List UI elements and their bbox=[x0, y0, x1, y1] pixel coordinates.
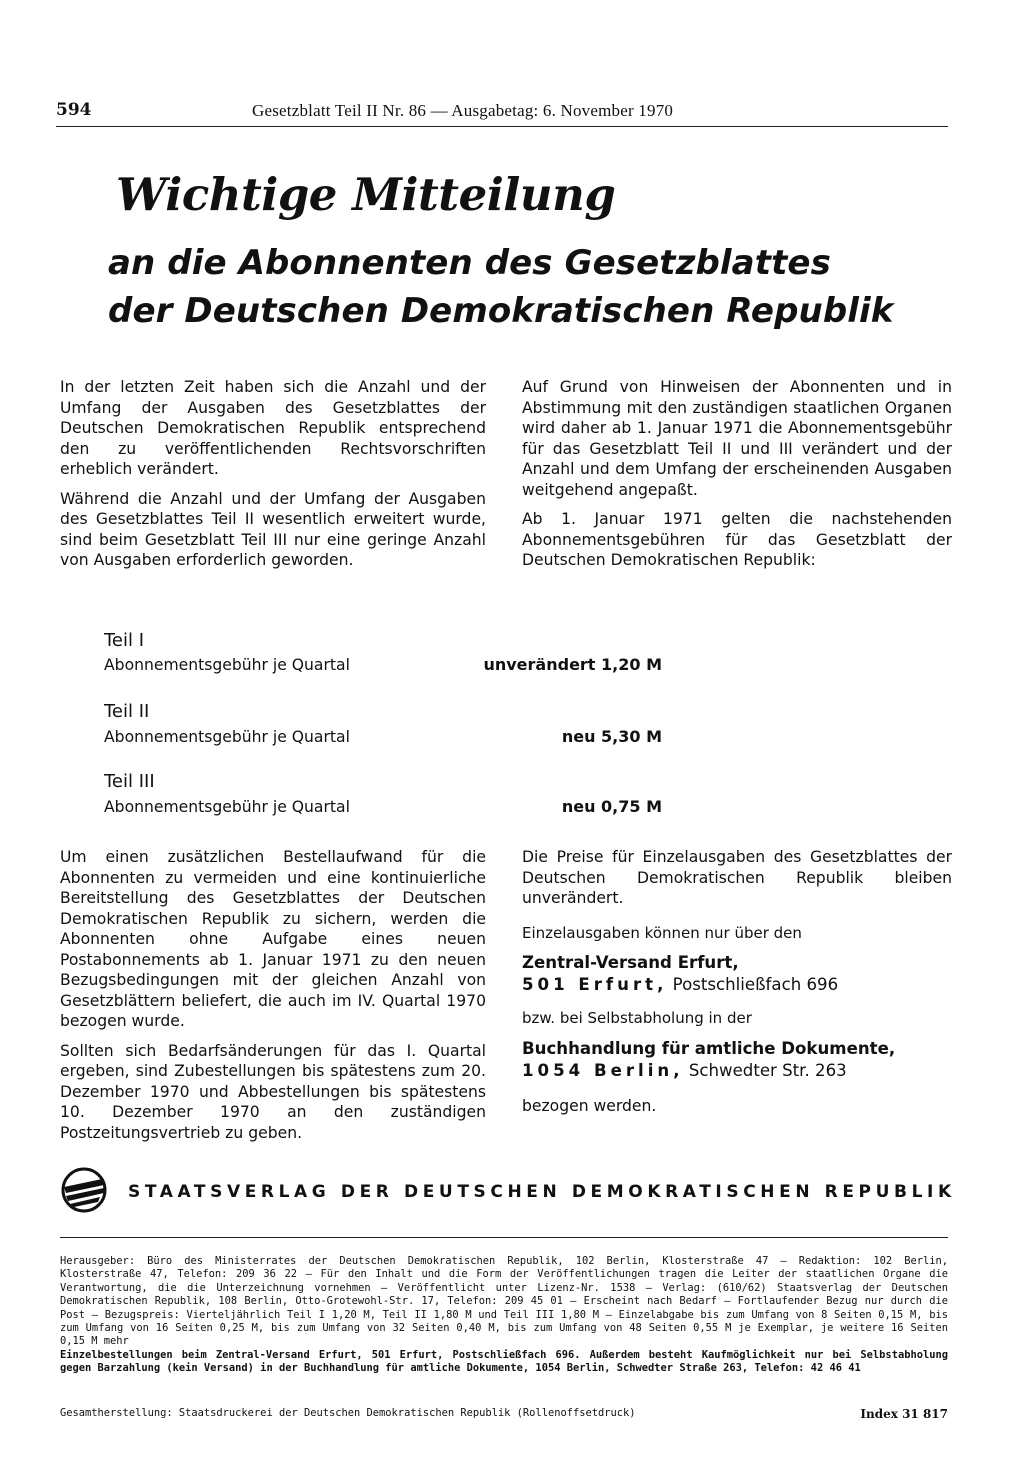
fee-label: Abonnementsgebühr je Quartal bbox=[104, 728, 350, 746]
paragraph: Auf Grund von Hinweisen der Abonnenten und in Abstimmung mit den zuständigen staatlichen Organen wird daher ab 1. Januar 1971 die Abonnementsgebühr für das Gesetzblatt Teil II und III verändert und der Anzahl und dem Umfang der erscheinenden Ausgaben weitgehend angepaßt. bbox=[522, 378, 952, 499]
paragraph: Während die Anzahl und der Umfang der Ausgaben des Gesetzblattes Teil II wesentlich erweitert wurde, sind beim Gesetzblatt Teil III nur eine geringe Anzahl von Ausgaben erforderlich geworden. bbox=[60, 489, 486, 569]
paragraph: Ab 1. Januar 1971 gelten die nachstehenden Abonnementsgebühren für das Gesetzblatt der Deutschen Demokratischen Republik: bbox=[522, 510, 952, 569]
berlin-city: 1054 Berlin, bbox=[522, 1060, 684, 1080]
paragraph: Um einen zusätzlichen Bestellaufwand für die Abonnenten zu vermeiden und eine kontinuierliche Bereitstellung des Gesetzblattes der Deutschen Demokratischen Republik zu sichern, werden die Abonnenten ohne Aufgabe eines neuen Postabonnements ab 1. Januar 1971 zu den neuen Bezugsbedingungen mit der gleichen Anzahl von Gesetzblättern beliefert, die auch im IV. Quartal 1970 bezogen wurde. bbox=[60, 848, 486, 1030]
fee-value: neu 5,30 M bbox=[561, 727, 662, 746]
imprint-footer bbox=[60, 1407, 948, 1419]
erfurt-address-line bbox=[522, 974, 952, 996]
divider bbox=[60, 1237, 948, 1238]
paragraph: Die Preise für Einzelausgaben des Gesetzblattes der Deutschen Demokratischen Republik bleiben unverändert. bbox=[522, 848, 952, 907]
intro-left-column bbox=[60, 377, 486, 580]
publisher-name: STAATSVERLAG DER DEUTSCHEN DEMOKRATISCHEN REPUBLIK bbox=[128, 1182, 956, 1202]
title-subline-2: der Deutschen Demokratischen Republik bbox=[108, 291, 894, 331]
title-heading: Wichtige Mitteilung bbox=[116, 168, 616, 221]
berlin-address-name: Buchhandlung für amtliche Dokumente, bbox=[522, 1038, 896, 1058]
erfurt-postbox: Postschließfach 696 bbox=[672, 975, 839, 994]
fee-part-name: Teil III bbox=[104, 771, 155, 792]
paragraph: Sollten sich Bedarfsänderungen für das I. Quartal ergeben, sind Zubestellungen bis spätestens zum 20. Dezember 1970 und Abbestellungen bis spätestens 10. Dezember 1970 an den zuständigen Postzeitungsvertrieb zu geben. bbox=[60, 1041, 486, 1142]
imprint-text: Herausgeber: Büro des Ministerrates der Deutschen Demokratischen Republik, 102 Berlin, Klosterstraße 47 — Redaktion: 102 Berlin, Klosterstraße 47, Telefon: 209 36 22 — Für den Inhalt und die Form der Veröffentlichungen tragen die Leiter der staatlichen Organe die Verantwortung, die die Unterzeichnung vornehmen — Veröffentlicht unter Lizenz-Nr. 1538 — Verlag: (610/62) Staatsverlag der Deutschen Demokratischen Republik, 108 Berlin, Otto-Grotewohl-Str. 17, Telefon: 209 45 01 — Erscheint nach Bedarf — Fortlaufender Bezug nur durch die Post — Bezugspreis: Vierteljährlich Teil I 1,20 M, Teil II 1,80 M und Teil III 1,80 M — Einzelabgabe bis zum Umfang von 8 Seiten 0,15 M, bis zum Umfang von 16 Seiten 0,25 M, bis zum Umfang von 32 Seiten 0,40 M, bis zum Umfang von 48 Seiten 0,55 M je Exemplar, je weitere 16 Seiten 0,15 M mehr bbox=[60, 1255, 948, 1348]
erfurt-address-name: Zentral-Versand Erfurt, bbox=[522, 953, 739, 972]
running-header bbox=[56, 98, 948, 127]
fee-part-name: Teil II bbox=[104, 701, 150, 722]
fee-value: neu 0,75 M bbox=[561, 797, 662, 816]
fee-value: unverändert 1,20 M bbox=[483, 655, 662, 674]
fee-label: Abonnementsgebühr je Quartal bbox=[104, 656, 350, 674]
intro-right-column bbox=[522, 377, 952, 580]
subscription-left-column bbox=[60, 847, 486, 1152]
berlin-street: Schwedter Str. 263 bbox=[688, 1060, 847, 1080]
paragraph: bzw. bei Selbstabholung in der bbox=[522, 1009, 752, 1027]
running-head: Gesetzblatt Teil II Nr. 86 — Ausgabetag: 6. November 1970 bbox=[252, 101, 674, 120]
paragraph: bezogen werden. bbox=[522, 1096, 657, 1115]
printer-note: Gesamtherstellung: Staatsdruckerei der Deutschen Demokratischen Republik (Rollenoffsetdruck) bbox=[60, 1407, 636, 1419]
berlin-address-line bbox=[522, 1060, 952, 1082]
page-number: 594 bbox=[56, 100, 92, 120]
staatsverlag-logo-icon bbox=[60, 1166, 108, 1214]
imprint bbox=[60, 1255, 948, 1376]
paragraph: In der letzten Zeit haben sich die Anzahl und der Umfang der Ausgaben des Gesetzblattes der Deutschen Demokratischen Republik entsprechend den zu veröffentlichenden Rechtsvorschriften erheblich verändert. bbox=[60, 378, 486, 478]
erfurt-city: 501 Erfurt, bbox=[522, 975, 668, 994]
fee-label: Abonnementsgebühr je Quartal bbox=[104, 798, 350, 816]
index-number: Index 31 817 bbox=[860, 1407, 948, 1421]
paragraph: Einzelausgaben können nur über den bbox=[522, 923, 802, 942]
title-subline-1: an die Abonnenten des Gesetzblattes bbox=[108, 243, 831, 283]
single-issues-right-column bbox=[522, 847, 952, 1125]
fee-part-name: Teil I bbox=[104, 630, 145, 651]
imprint-ordering-text: Einzelbestellungen beim Zentral-Versand Erfurt, 501 Erfurt, Postschließfach 696. Außerdem besteht Kaufmöglichkeit nur bei Selbstabholung gegen Barzahlung (kein Versand) in der Buchhandlung für amtliche Dokumente, 1054 Berlin, Schwedter Straße 263, Telefon: 42 46 41 bbox=[60, 1348, 948, 1375]
